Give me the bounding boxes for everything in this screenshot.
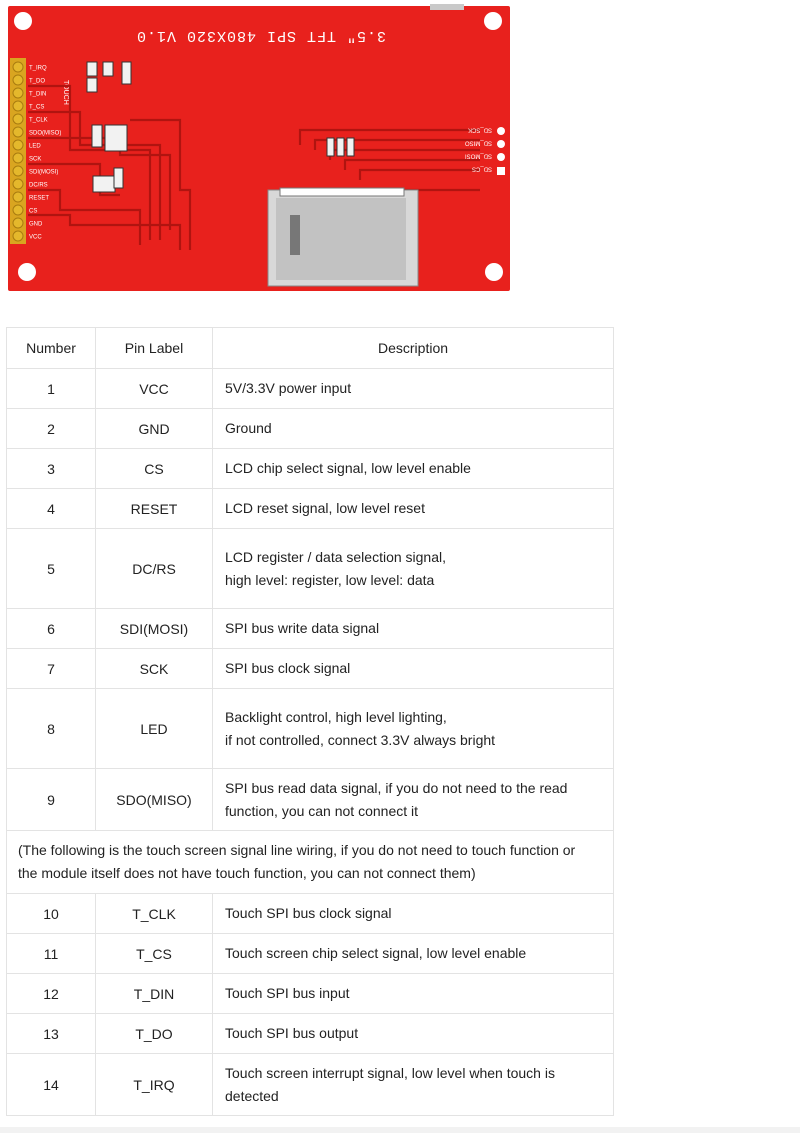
table-row (7, 369, 614, 409)
pin-label: T_IRQ (96, 1054, 213, 1116)
pin-number: 1 (7, 369, 96, 409)
pin-number: 14 (7, 1054, 96, 1116)
touch-note (7, 831, 614, 894)
pin-number: 5 (7, 529, 96, 609)
pin-number: 10 (7, 894, 96, 934)
table-row (7, 449, 614, 489)
left-pin-label: VCC (29, 234, 42, 241)
description-line: LCD reset signal, low level reset (225, 500, 425, 516)
left-pin-label: SDO(MISO) (29, 130, 62, 137)
description-line: SPI bus write data signal (225, 620, 380, 636)
right-pin-label: SD_MISO (464, 139, 492, 146)
pin-label: SDI(MOSI) (96, 609, 213, 649)
left-pin-label: T_CLK (29, 117, 48, 124)
table-row (7, 409, 614, 449)
left-pin-label: LED (29, 143, 41, 150)
table-row (7, 689, 614, 769)
pin-label: CS (96, 449, 213, 489)
header-number: Number (7, 328, 96, 369)
pin-number: 8 (7, 689, 96, 769)
pin-label: T_DO (96, 1014, 213, 1054)
touch-note-line: the module itself does not have touch function, you can not connect them) (18, 865, 476, 881)
table-row (7, 974, 614, 1014)
pin-number: 4 (7, 489, 96, 529)
pin-label: LED (96, 689, 213, 769)
pin-table (6, 327, 614, 1116)
pin-dot (13, 75, 23, 85)
silkscreen-title: 3.5" TFT SPI 480X320 V1.0 (135, 27, 386, 44)
pin-description (213, 894, 614, 934)
table-header-row (7, 328, 614, 369)
pin-description (213, 1054, 614, 1116)
pin-header (10, 58, 26, 244)
pin-dot (13, 179, 23, 189)
table-row (7, 609, 614, 649)
pin-label: T_CLK (96, 894, 213, 934)
pin-label: T_CS (96, 934, 213, 974)
pin-dot (13, 88, 23, 98)
pin-description (213, 649, 614, 689)
left-pin-label: SCK (29, 156, 42, 163)
left-pin-label: T_IRQ (29, 65, 47, 72)
pin-number: 3 (7, 449, 96, 489)
table-row (7, 489, 614, 529)
description-line: LCD chip select signal, low level enable (225, 460, 471, 476)
pin-label: SDO(MISO) (96, 769, 213, 831)
pin-dot (13, 231, 23, 241)
table-row (7, 894, 614, 934)
description-line: Touch screen interrupt signal, low level when touch is (225, 1064, 555, 1081)
description-line: high level: register, low level: data (225, 571, 435, 588)
header-pin-label: Pin Label (96, 328, 213, 369)
pin-description (213, 609, 614, 649)
left-pin-label: T_CS (29, 104, 45, 111)
description-line: 5V/3.3V power input (225, 380, 352, 396)
table-row (7, 529, 614, 609)
pin-dot (13, 166, 23, 176)
pin-label: VCC (96, 369, 213, 409)
description-line: Touch SPI bus input (225, 985, 350, 1001)
description-line: SPI bus read data signal, if you do not need to the read (225, 779, 568, 796)
pin-dot (13, 153, 23, 163)
touch-label: TOUCH (62, 80, 69, 105)
pin-dot (13, 140, 23, 150)
left-pin-label: DC/RS (29, 182, 48, 189)
pin-dot (13, 101, 23, 111)
left-pin-label: T_DO (29, 78, 46, 85)
table-row (7, 1054, 614, 1116)
right-pin-label: SD_CS (471, 165, 492, 172)
touch-note-line: (The following is the touch screen signal line wiring, if you do not need to touch function or (18, 842, 576, 858)
pin-description (213, 369, 614, 409)
pin-dot (13, 62, 23, 72)
description-line: function, you can not connect it (225, 802, 419, 819)
left-pin-label: GND (29, 221, 43, 228)
description-line: Touch SPI bus clock signal (225, 905, 392, 921)
pin-description (213, 974, 614, 1014)
pin-label: GND (96, 409, 213, 449)
description-line: LCD register / data selection signal, (225, 548, 446, 565)
pin-number: 13 (7, 1014, 96, 1054)
pcb-board (8, 6, 510, 291)
pin-number: 9 (7, 769, 96, 831)
left-pin-label: CS (29, 208, 38, 215)
description-line: SPI bus clock signal (225, 660, 351, 676)
pin-dot (13, 218, 23, 228)
table-row (7, 1014, 614, 1054)
pin-label: RESET (96, 489, 213, 529)
left-pin-label: RESET (29, 195, 50, 202)
table-row (7, 934, 614, 974)
description-line: Backlight control, high level lighting, (225, 708, 447, 725)
table-row (7, 769, 614, 831)
description-line: if not controlled, connect 3.3V always bright (225, 731, 496, 748)
pin-dot (13, 205, 23, 215)
touch-note-row (7, 831, 614, 894)
header-description: Description (213, 328, 614, 369)
pin-description (213, 934, 614, 974)
pin-description (213, 769, 614, 831)
pin-number: 6 (7, 609, 96, 649)
left-pin-label: T_DIN (29, 91, 47, 98)
bottom-bar (0, 1127, 800, 1133)
pin-dot (13, 192, 23, 202)
description-line: Touch screen chip select signal, low level enable (225, 945, 527, 961)
pin-dot (13, 114, 23, 124)
pin-label: DC/RS (96, 529, 213, 609)
pin-description (213, 529, 614, 609)
description-line: Ground (225, 420, 272, 436)
description-line: detected (225, 1087, 279, 1104)
right-pin-label: SD_MOSI (464, 152, 492, 159)
pin-description (213, 409, 614, 449)
pin-dot (13, 127, 23, 137)
table-row (7, 649, 614, 689)
pin-label: T_DIN (96, 974, 213, 1014)
pin-description (213, 449, 614, 489)
left-pin-label: SDI(MOSI) (29, 169, 59, 176)
pcb-photo (0, 0, 520, 300)
pin-number: 2 (7, 409, 96, 449)
right-pin-label: SD_SCK (467, 126, 492, 133)
sd-card-slot (268, 188, 418, 286)
pin-description (213, 489, 614, 529)
pin-description (213, 1014, 614, 1054)
pin-description (213, 689, 614, 769)
pin-number: 12 (7, 974, 96, 1014)
pin-number: 7 (7, 649, 96, 689)
pin-label: SCK (96, 649, 213, 689)
pin-number: 11 (7, 934, 96, 974)
description-line: Touch SPI bus output (225, 1025, 359, 1041)
